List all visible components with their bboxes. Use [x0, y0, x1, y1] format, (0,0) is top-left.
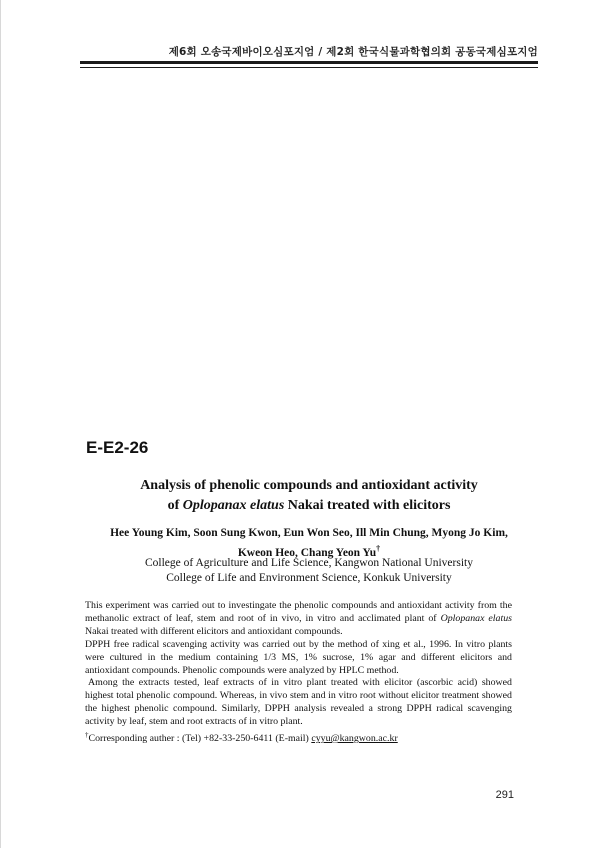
paragraph-1-main: This experiment was carried out to investingate the phenolic compounds and antioxidant activity from the methanolic extract of leaf, stem and root of in vivo, in vitro and acclimated plant of: [85, 600, 512, 624]
paragraph-2: DPPH free radical scavenging activity was carried out by the method of xing et al., 1996. In vitro plants were cultured in the medium containing 1/3 MS, 1% sucrose, 1% agar and different elicitors and antioxidant compounds. Phenolic compounds were analyzed by HPLC method.: [85, 638, 512, 676]
authors-line-1: Hee Young Kim, Soon Sung Kwon, Eun Won Seo, Ill Min Chung, Myong Jo Kim,: [110, 527, 508, 539]
page-edge: [0, 0, 1, 848]
page-number: 291: [495, 789, 514, 801]
title-line-2: [80, 496, 538, 516]
corresponding-contact: Corresponding auther : (Tel) +82-33-250-6411 (E-mail): [88, 733, 309, 745]
title-line-1: Analysis of phenolic compounds and antioxidant activity: [140, 478, 478, 493]
affiliation-2: College of Life and Environment Science, Konkuk University: [166, 572, 452, 584]
paragraph-1: [85, 600, 512, 639]
paragraph-1-species: Oplopanax elatus: [440, 612, 512, 624]
paragraph-3: Among the extracts tested, leaf extracts of in vitro plant treated with elicitor (ascorbic acid) showed highest total phenolic compound. Whereas, in vivo stem and in vitro root without elicitor treatment showed the highest phenolic compound. Similarly, DPPH analysis revealed a strong DPPH radical scavenging activity by leaf, stem and root extracts of in vitro plant.: [85, 677, 512, 728]
abstract-body: [85, 600, 512, 746]
footnote-mark: †: [85, 731, 89, 740]
running-header: 제6회 오송국제바이오심포지엄 / 제2회 한국식물과학협의회 공동국제심포지엄: [168, 46, 538, 58]
affiliation-1: College of Agriculture and Life Science, Kangwon National University: [145, 557, 473, 569]
authors-line-2-text: Kweon Heo, Chang Yeon Yu: [237, 547, 377, 559]
header-rule-thick: [80, 61, 538, 64]
title-suffix: Nakai treated with elicitors: [287, 498, 451, 513]
corresponding-author-note: [85, 729, 512, 746]
header-rule-thin: [80, 67, 538, 68]
corresponding-author-mark: †: [376, 544, 381, 553]
email-link[interactable]: cyyu@kangwon.ac.kr: [311, 733, 398, 745]
paragraph-1-end: Nakai treated with different elicitors and antioxidant compounds.: [85, 625, 343, 637]
title-species: Oplopanax elatus: [182, 498, 285, 513]
title-prefix: of: [167, 498, 180, 513]
abstract-code: E-E2-26: [86, 438, 149, 457]
paper-title: [80, 476, 538, 516]
